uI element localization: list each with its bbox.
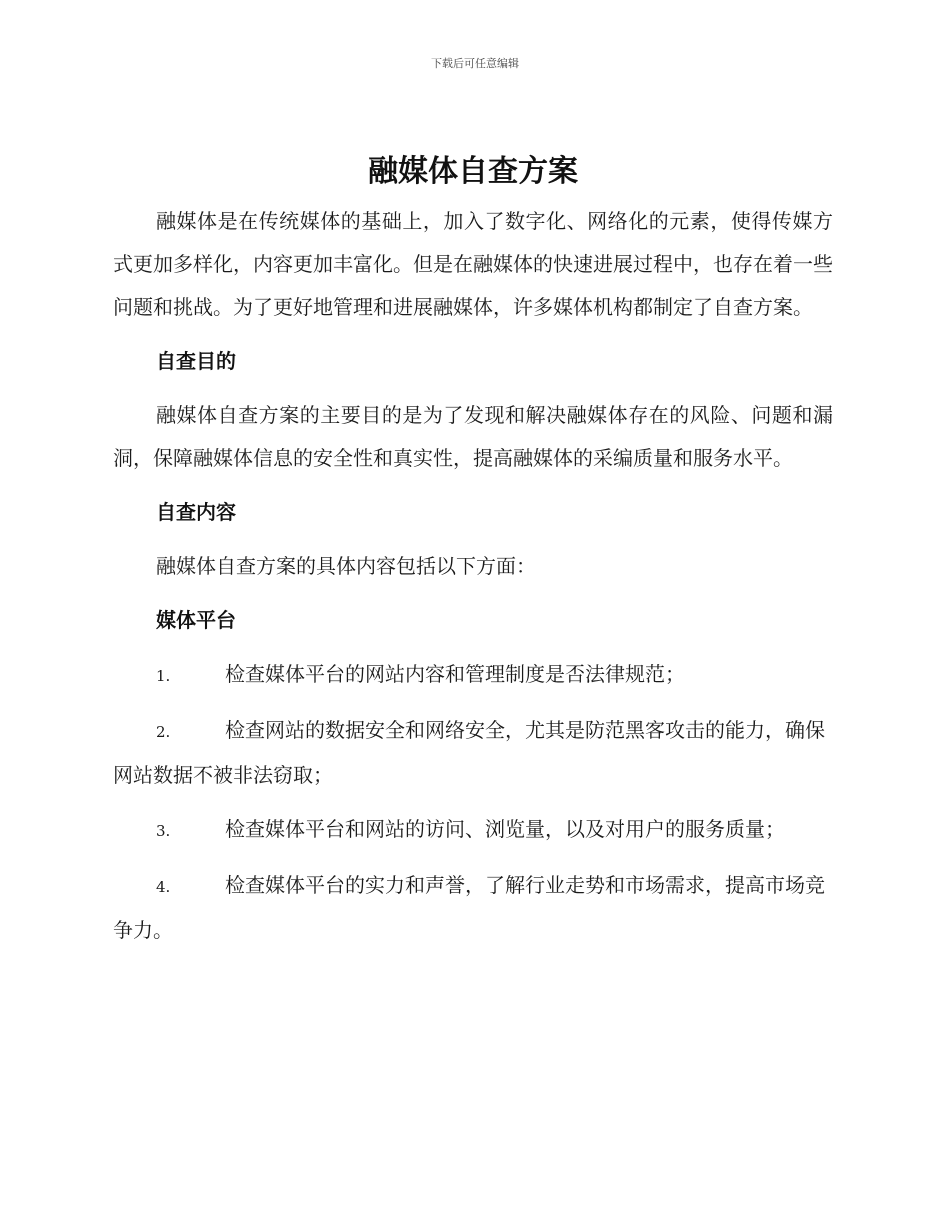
- intro-paragraph: 融媒体是在传统媒体的基础上，加入了数字化、网络化的元素，使得传媒方式更加多样化，内容更加丰富化。但是在融媒体的快速进展过程中，也存在着一些问题和挑战。为了更好地管理和进展融媒体，许多媒体机构都制定了自查方案。: [113, 209, 833, 319]
- header-note: 下载后可任意编辑: [431, 57, 519, 70]
- list-item: [113, 808, 833, 853]
- list-item-text: 检查媒体平台的实力和声誉，了解行业走势和市场需求，提高市场竞争力。: [113, 873, 825, 942]
- document-title: 融媒体自查方案: [368, 154, 578, 189]
- section-body-content: 融媒体自查方案的具体内容包括以下方面：: [156, 554, 536, 578]
- list-item: [113, 653, 833, 698]
- section-heading-purpose: 自查目的: [156, 349, 236, 373]
- list-item-text: 检查媒体平台和网站的访问、浏览量，以及对用户的服务质量；: [225, 817, 785, 841]
- list-item-number: 3.: [156, 822, 171, 840]
- list-item-number: 2.: [156, 723, 171, 741]
- list-item-text: 检查网站的数据安全和网络安全，尤其是防范黑客攻击的能力，确保网站数据不被非法窃取；: [113, 718, 825, 787]
- list-item-number: 4.: [156, 878, 171, 896]
- section-heading-content: 自查内容: [156, 500, 236, 524]
- section-body-purpose: 融媒体自查方案的主要目的是为了发现和解决融媒体存在的风险、问题和漏洞，保障融媒体信息的安全性和真实性，提高融媒体的采编质量和服务水平。: [113, 403, 833, 470]
- list-item: [113, 864, 833, 952]
- list-item-text: 检查媒体平台的网站内容和管理制度是否法律规范；: [225, 662, 685, 686]
- section-heading-platform: 媒体平台: [156, 608, 236, 632]
- list-item: [113, 709, 833, 797]
- list-item-number: 1.: [156, 667, 171, 685]
- document-body: [113, 150, 833, 952]
